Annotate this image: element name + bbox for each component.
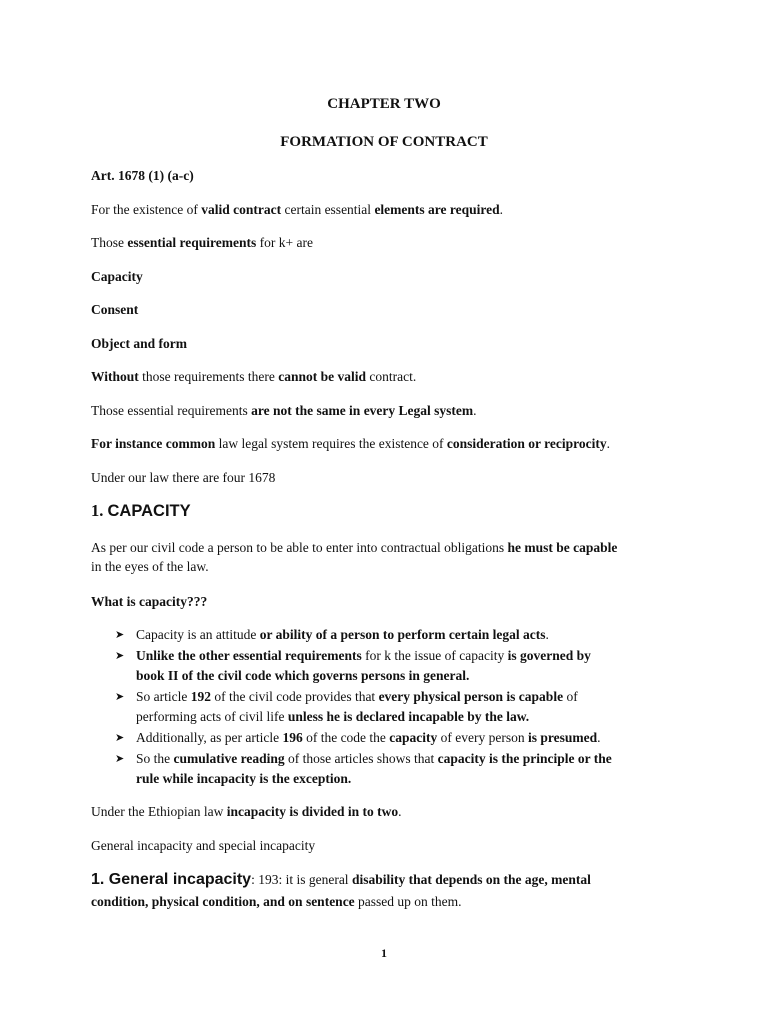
bullet-1: Capacity is an attitude or ability of a person to perform certain legal acts. bbox=[136, 627, 549, 642]
paragraph-general-special: General incapacity and special incapacity bbox=[91, 838, 316, 853]
chapter-number: CHAPTER TWO bbox=[327, 96, 441, 112]
arrowhead-bullet-icon: ➤ bbox=[115, 691, 125, 703]
arrowhead-bullet-icon: ➤ bbox=[115, 650, 125, 662]
bullet-5-line1: So the cumulative reading of those articles shows that capacity is the principle or the bbox=[136, 751, 612, 766]
arrowhead-bullet-icon: ➤ bbox=[115, 629, 125, 641]
paragraph-civil-code-line1: As per our civil code a person to be able to enter into contractual obligations he must be capable bbox=[91, 540, 618, 555]
chapter-title: FORMATION OF CONTRACT bbox=[280, 134, 488, 150]
arrowhead-bullet-icon: ➤ bbox=[115, 753, 125, 765]
paragraph-common-law: For instance common law legal system requires the existence of consideration or reciprocity. bbox=[91, 436, 611, 451]
bullet-3-line1: So article 192 of the civil code provides that every physical person is capable of bbox=[136, 689, 578, 704]
section-heading-capacity: 1. CAPACITY bbox=[91, 501, 191, 520]
paragraph-legal-system: Those essential requirements are not the same in every Legal system. bbox=[91, 403, 477, 418]
bullet-2-line2: book II of the civil code which governs persons in general. bbox=[136, 668, 470, 683]
element-object-form: Object and form bbox=[91, 336, 187, 351]
bullet-2-line1: Unlike the other essential requirements for k the issue of capacity is governed by bbox=[136, 648, 591, 663]
bullet-3-line2: performing acts of civil life unless he is declared incapable by the law. bbox=[136, 709, 530, 724]
question-capacity: What is capacity??? bbox=[91, 594, 208, 609]
arrowhead-bullet-icon: ➤ bbox=[115, 732, 125, 744]
general-incapacity-line1: 1. General incapacity: 193: it is general disability that depends on the age, mental bbox=[91, 871, 591, 888]
element-capacity: Capacity bbox=[91, 269, 143, 284]
bullet-5-line2: rule while incapacity is the exception. bbox=[136, 771, 352, 786]
paragraph-without: Without those requirements there cannot be valid contract. bbox=[91, 369, 417, 384]
paragraph-essential-requirements: Those essential requirements for k+ are bbox=[91, 235, 313, 250]
bullet-4: Additionally, as per article 196 of the code the capacity of every person is presumed. bbox=[136, 730, 601, 745]
element-consent: Consent bbox=[91, 302, 139, 317]
article-reference: Art. 1678 (1) (a-c) bbox=[91, 168, 194, 183]
paragraph-valid-contract: For the existence of valid contract certain essential elements are required. bbox=[91, 202, 504, 217]
paragraph-four: Under our law there are four 1678 bbox=[91, 470, 276, 485]
subheading-general-incapacity: 1. General incapacity bbox=[91, 871, 252, 888]
paragraph-civil-code-line2: in the eyes of the law. bbox=[91, 559, 209, 574]
paragraph-ethiopian-law: Under the Ethiopian law incapacity is divided in to two. bbox=[91, 804, 402, 819]
page-number: 1 bbox=[381, 946, 387, 960]
general-incapacity-line2: condition, physical condition, and on sentence passed up on them. bbox=[91, 894, 462, 909]
